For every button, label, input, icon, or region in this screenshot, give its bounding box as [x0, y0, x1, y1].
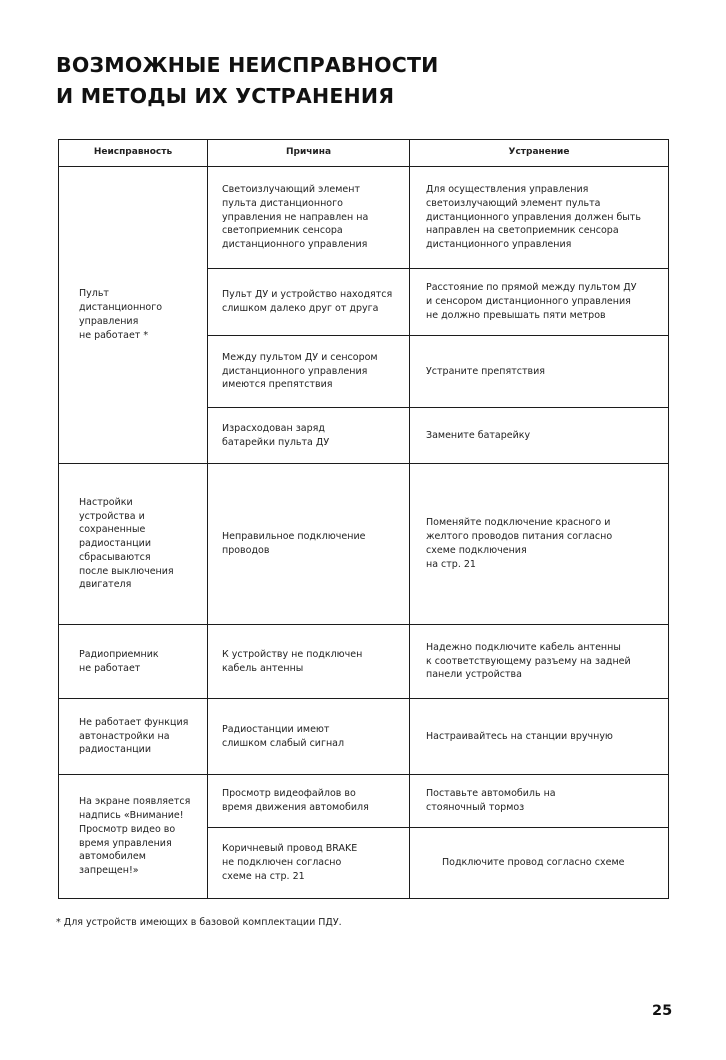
problem-cell: На экране появляется надпись «Внимание! Просмотр видео во время управления автомобилем запрещен!»	[59, 775, 208, 899]
solution-cell: Поменяйте подключение красного и желтого проводов питания согласно схеме подключения на стр. 21	[410, 464, 669, 625]
problem-cell: Пульт дистанционного управления не работает *	[59, 167, 208, 464]
solution-cell: Подключите провод согласно схеме	[410, 828, 669, 899]
table-row	[59, 167, 669, 269]
table-row	[59, 625, 669, 699]
troubleshooting-table	[58, 139, 669, 899]
solution-cell: Расстояние по прямой между пультом ДУ и сенсором дистанционного управления не должно превышать пяти метров	[410, 269, 669, 336]
page-title-line-2: И МЕТОДЫ ИХ УСТРАНЕНИЯ	[56, 84, 395, 108]
solution-cell: Для осуществления управления светоизлучающий элемент пульта дистанционного управления должен быть направлен на светоприемник сенсора дистанционного управления	[410, 167, 669, 269]
cause-cell: Просмотр видеофайлов во время движения автомобиля	[208, 775, 410, 828]
header-solution: Устранение	[410, 140, 669, 167]
solution-cell: Надежно подключите кабель антенны к соответствующему разъему на задней панели устройства	[410, 625, 669, 699]
cause-cell: Светоизлучающий элемент пульта дистанционного управления не направлен на светоприемник сенсора дистанционного управления	[208, 167, 410, 269]
problem-cell: Радиоприемник не работает	[59, 625, 208, 699]
solution-cell: Устраните препятствия	[410, 336, 669, 408]
problem-cell: Не работает функция автонастройки на радиостанции	[59, 699, 208, 775]
table-header-row	[59, 140, 669, 167]
solution-cell: Настраивайтесь на станции вручную	[410, 699, 669, 775]
cause-cell: Израсходован заряд батарейки пульта ДУ	[208, 408, 410, 464]
header-cause: Причина	[208, 140, 410, 167]
page-title	[56, 50, 676, 112]
footnote: * Для устройств имеющих в базовой комплектации ПДУ.	[56, 917, 342, 928]
cause-cell: Неправильное подключение проводов	[208, 464, 410, 625]
header-problem: Неисправность	[59, 140, 208, 167]
solution-cell: Замените батарейку	[410, 408, 669, 464]
cause-cell: Между пультом ДУ и сенсором дистанционного управления имеются препятствия	[208, 336, 410, 408]
page-number: 25	[652, 1003, 673, 1019]
table-row	[59, 464, 669, 625]
table-row	[59, 775, 669, 828]
cause-cell: К устройству не подключен кабель антенны	[208, 625, 410, 699]
table-row	[59, 699, 669, 775]
problem-cell: Настройки устройства и сохраненные радиостанции сбрасываются после выключения двигателя	[59, 464, 208, 625]
cause-cell: Коричневый провод BRAKE не подключен согласно схеме на стр. 21	[208, 828, 410, 899]
cause-cell: Пульт ДУ и устройство находятся слишком далеко друг от друга	[208, 269, 410, 336]
page-title-line-1: ВОЗМОЖНЫЕ НЕИСПРАВНОСТИ	[56, 53, 439, 77]
cause-cell: Радиостанции имеют слишком слабый сигнал	[208, 699, 410, 775]
solution-cell: Поставьте автомобиль на стояночный тормоз	[410, 775, 669, 828]
